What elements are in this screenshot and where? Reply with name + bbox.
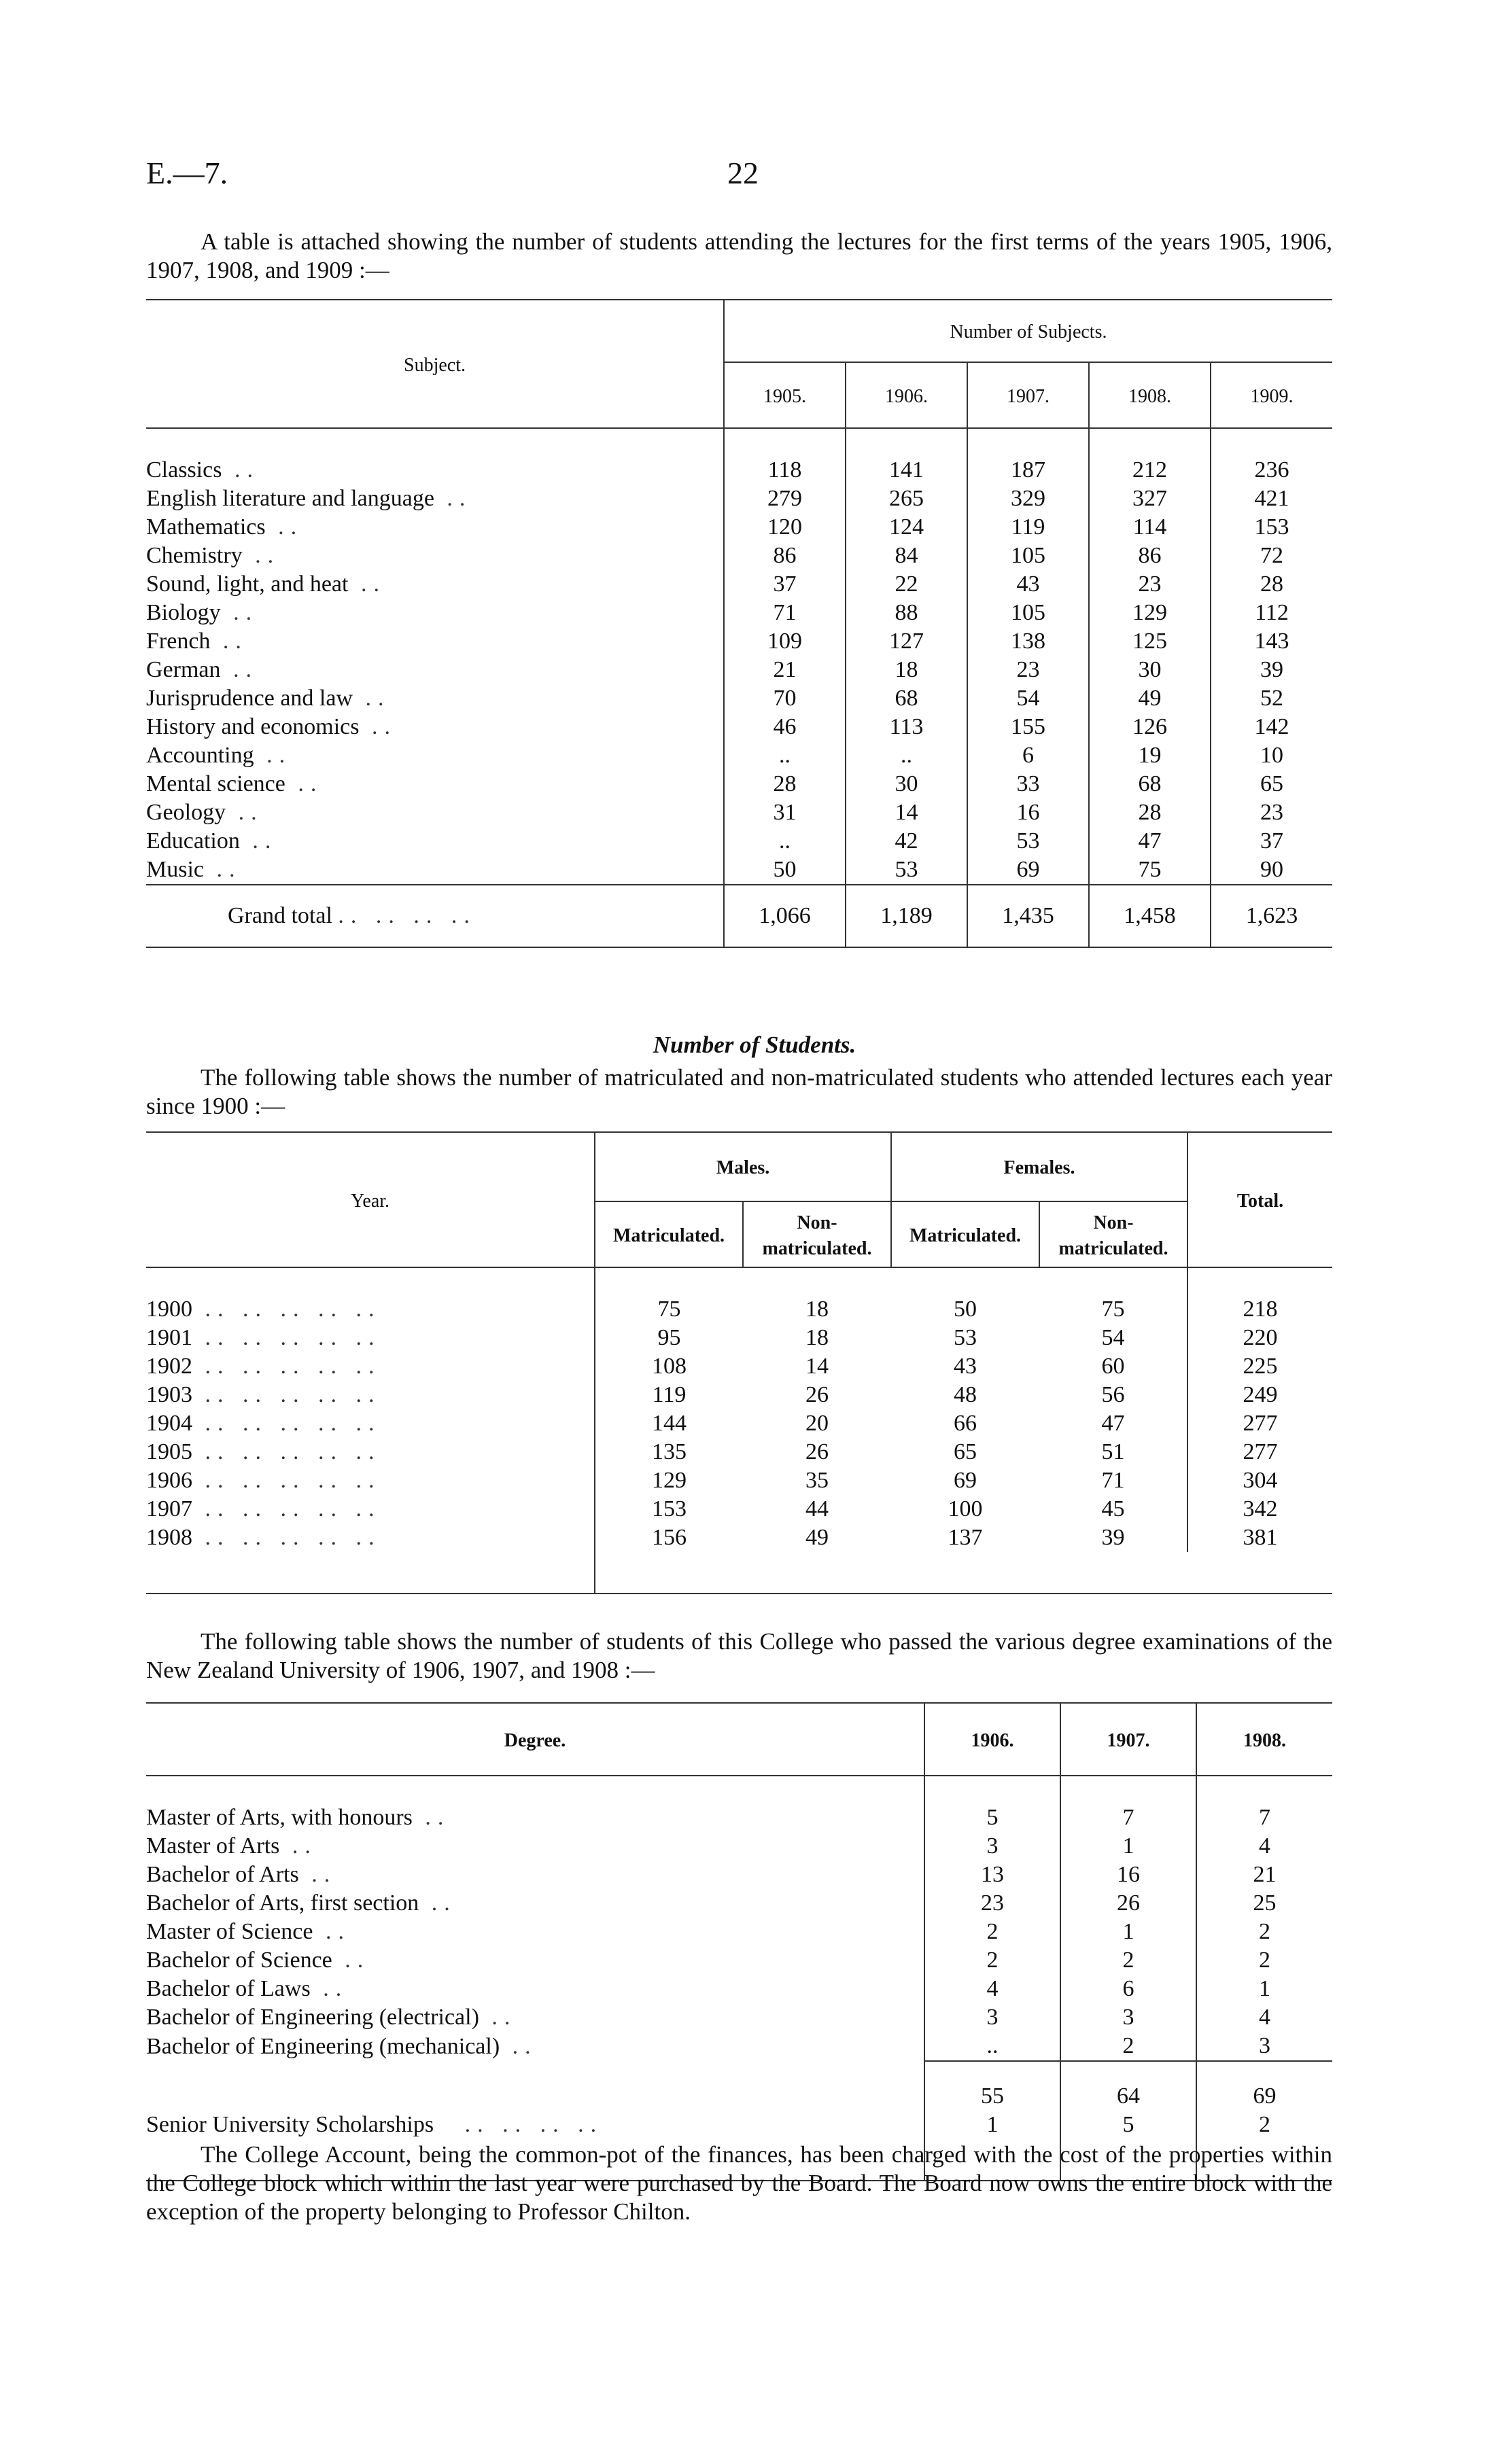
subject-row xyxy=(146,770,1332,798)
student-count-cell: 14 xyxy=(805,1354,829,1379)
count-cell: 114 xyxy=(1089,513,1211,542)
count-cell: 126 xyxy=(1089,713,1211,741)
student-count-cell: 35 xyxy=(805,1468,829,1493)
count-cell: 236 xyxy=(1211,428,1332,485)
count-cell: 68 xyxy=(1089,770,1211,798)
count-cell: 86 xyxy=(724,542,846,570)
number-of-subjects-header: Number of Subjects. xyxy=(724,300,1332,362)
degree-count-cell: 7 xyxy=(1060,1776,1196,1832)
student-count-cell: 119 xyxy=(595,1381,743,1409)
subject-row xyxy=(146,485,1332,513)
degree-label: Master of Science .. xyxy=(146,1919,351,1944)
student-count-cell: 342 xyxy=(1187,1495,1332,1524)
count-cell: 109 xyxy=(724,627,846,656)
student-count-cell: 18 xyxy=(805,1325,829,1350)
year-label: 1907 .. .. .. .. .. xyxy=(146,1496,381,1521)
females-header: Females. xyxy=(891,1132,1187,1201)
student-count-cell: 66 xyxy=(954,1411,977,1436)
sum-cell: 55 xyxy=(924,2061,1060,2111)
student-count-cell: 144 xyxy=(595,1409,743,1438)
degree-count-cell: 2 xyxy=(924,1918,1060,1946)
degree-sum-row xyxy=(146,2061,1332,2111)
year-header: 1907. xyxy=(967,362,1089,428)
year-label: 1900 .. .. .. .. .. xyxy=(146,1297,381,1322)
year-header: 1907. xyxy=(1060,1703,1196,1776)
degree-count-cell: 4 xyxy=(1196,1832,1332,1861)
count-cell: 65 xyxy=(1211,770,1332,798)
student-count-cell: 218 xyxy=(1187,1267,1332,1324)
sum-cell: 69 xyxy=(1196,2061,1332,2111)
student-count-cell: 54 xyxy=(1101,1325,1125,1350)
count-cell: 54 xyxy=(967,684,1089,713)
subject-label: Biology .. xyxy=(146,600,259,625)
count-cell: 155 xyxy=(967,713,1089,741)
count-cell: 124 xyxy=(846,513,967,542)
degree-count-cell: 3 xyxy=(1196,2032,1332,2061)
subject-label: Accounting .. xyxy=(146,743,292,768)
degree-count-cell: 3 xyxy=(1060,2003,1196,2032)
count-cell: 19 xyxy=(1089,741,1211,770)
count-cell: 187 xyxy=(967,428,1089,485)
count-cell: 33 xyxy=(967,770,1089,798)
year-row xyxy=(146,1267,1332,1324)
degree-count-cell: 13 xyxy=(924,1861,1060,1889)
count-cell: 46 xyxy=(724,713,846,741)
year-row xyxy=(146,1438,1332,1466)
total-header: Total. xyxy=(1187,1132,1332,1267)
student-count-cell: 95 xyxy=(595,1324,743,1352)
student-count-cell: 47 xyxy=(1101,1411,1125,1436)
students-table xyxy=(146,1131,1332,1594)
count-cell: 86 xyxy=(1089,542,1211,570)
count-cell: 49 xyxy=(1089,684,1211,713)
student-count-cell: 249 xyxy=(1187,1381,1332,1409)
student-count-cell: 75 xyxy=(1101,1297,1125,1322)
degree-row xyxy=(146,1832,1332,1861)
year-label: 1908 .. .. .. .. .. xyxy=(146,1525,381,1550)
degrees-table xyxy=(146,1702,1332,2181)
subject-row xyxy=(146,542,1332,570)
year-label: 1905 .. .. .. .. .. xyxy=(146,1439,381,1464)
year-header: 1906. xyxy=(924,1703,1060,1776)
count-cell: 22 xyxy=(846,570,967,599)
degree-count-cell: 1 xyxy=(1060,1918,1196,1946)
subject-row xyxy=(146,827,1332,856)
count-cell: 125 xyxy=(1089,627,1211,656)
scholarships-cell: 1 xyxy=(924,2111,1060,2139)
student-count-cell: 225 xyxy=(1187,1352,1332,1381)
subject-row xyxy=(146,798,1332,827)
count-cell: .. xyxy=(846,741,967,770)
count-cell: 28 xyxy=(1211,570,1332,599)
degree-row xyxy=(146,1889,1332,1918)
degree-label: Master of Arts .. xyxy=(146,1833,317,1859)
subject-label: English literature and language .. xyxy=(146,486,472,511)
subject-label: History and economics .. xyxy=(146,714,397,739)
degree-label: Bachelor of Engineering (mechanical) .. xyxy=(146,2033,538,2059)
subject-row xyxy=(146,428,1332,485)
females-nonmatriculated-header: Non-matriculated. xyxy=(1039,1201,1187,1267)
count-cell: 10 xyxy=(1211,741,1332,770)
student-count-cell: 45 xyxy=(1101,1496,1125,1521)
grand-total-label: Grand total .. .. .. .. xyxy=(146,885,724,947)
student-count-cell: 108 xyxy=(595,1352,743,1381)
subject-row xyxy=(146,627,1332,656)
count-cell: 47 xyxy=(1089,827,1211,856)
year-label: 1902 .. .. .. .. .. xyxy=(146,1354,381,1379)
year-row xyxy=(146,1352,1332,1381)
subject-header: Subject. xyxy=(146,300,724,428)
student-count-cell: 48 xyxy=(954,1382,977,1407)
year-row xyxy=(146,1495,1332,1524)
degree-count-cell: 4 xyxy=(1196,2003,1332,2032)
subject-label: German .. xyxy=(146,657,259,682)
males-nonmatriculated-header: Non-matriculated. xyxy=(743,1201,891,1267)
count-cell: 90 xyxy=(1211,856,1332,885)
count-cell: 42 xyxy=(846,827,967,856)
closing-text: The College Account, being the common-pot of the finances, has been charged with the cost of the properties within the College block which within the last year were purchased by the Board. The Board now owns the entire block with the exception of the property belonging to Professor Chilton. xyxy=(146,2141,1332,2225)
count-cell: 120 xyxy=(724,513,846,542)
year-label: 1903 .. .. .. .. .. xyxy=(146,1382,381,1407)
intro-paragraph xyxy=(146,228,1332,285)
student-count-cell: 44 xyxy=(805,1496,829,1521)
degree-count-cell: 3 xyxy=(924,2003,1060,2032)
degree-header: Degree. xyxy=(146,1703,924,1776)
count-cell: 53 xyxy=(846,856,967,885)
subject-label: Chemistry .. xyxy=(146,543,281,568)
count-cell: 75 xyxy=(1089,856,1211,885)
count-cell: 327 xyxy=(1089,485,1211,513)
count-cell: 37 xyxy=(1211,827,1332,856)
degree-label: Bachelor of Arts .. xyxy=(146,1862,337,1887)
count-cell: 72 xyxy=(1211,542,1332,570)
count-cell: 127 xyxy=(846,627,967,656)
degree-count-cell: 26 xyxy=(1060,1889,1196,1918)
student-count-cell: 20 xyxy=(805,1411,829,1436)
student-count-cell: 100 xyxy=(948,1496,983,1521)
degree-label: Bachelor of Engineering (electrical) .. xyxy=(146,2005,517,2030)
students-paragraph xyxy=(146,1063,1332,1121)
student-count-cell: 75 xyxy=(595,1267,743,1324)
subject-row xyxy=(146,570,1332,599)
count-cell: 37 xyxy=(724,570,846,599)
student-count-cell: 69 xyxy=(954,1468,977,1493)
student-count-cell: 18 xyxy=(805,1297,829,1322)
count-cell: 69 xyxy=(967,856,1089,885)
grand-total-row xyxy=(146,885,1332,947)
subject-row xyxy=(146,741,1332,770)
grand-total-cell: 1,458 xyxy=(1089,885,1211,947)
count-cell: 28 xyxy=(724,770,846,798)
grand-total-cell: 1,435 xyxy=(967,885,1089,947)
degree-row xyxy=(146,1776,1332,1832)
degree-count-cell: 23 xyxy=(924,1889,1060,1918)
count-cell: 119 xyxy=(967,513,1089,542)
subject-label: Music .. xyxy=(146,857,242,882)
count-cell: 50 xyxy=(724,856,846,885)
student-count-cell: 53 xyxy=(954,1325,977,1350)
student-count-cell: 43 xyxy=(954,1354,977,1379)
count-cell: 14 xyxy=(846,798,967,827)
year-header: 1908. xyxy=(1089,362,1211,428)
count-cell: .. xyxy=(724,827,846,856)
degree-row xyxy=(146,2003,1332,2032)
student-count-cell: 137 xyxy=(948,1525,983,1550)
count-cell: 141 xyxy=(846,428,967,485)
year-label: 1904 .. .. .. .. .. xyxy=(146,1411,381,1436)
year-row xyxy=(146,1524,1332,1552)
student-count-cell: 129 xyxy=(595,1466,743,1495)
year-header: 1908. xyxy=(1196,1703,1332,1776)
degree-count-cell: 2 xyxy=(1196,1918,1332,1946)
count-cell: 265 xyxy=(846,485,967,513)
count-cell: 153 xyxy=(1211,513,1332,542)
count-cell: 21 xyxy=(724,656,846,684)
subject-label: Jurisprudence and law .. xyxy=(146,686,391,711)
page-number: 22 xyxy=(727,156,759,190)
year-row xyxy=(146,1409,1332,1438)
student-count-cell: 51 xyxy=(1101,1439,1125,1464)
count-cell: 53 xyxy=(967,827,1089,856)
degree-row xyxy=(146,1946,1332,1975)
year-row xyxy=(146,1324,1332,1352)
subject-row xyxy=(146,656,1332,684)
degree-count-cell: 4 xyxy=(924,1975,1060,2003)
degree-row xyxy=(146,1918,1332,1946)
degree-count-cell: 6 xyxy=(1060,1975,1196,2003)
count-cell: 143 xyxy=(1211,627,1332,656)
degree-row xyxy=(146,1861,1332,1889)
year-label: 1906 .. .. .. .. .. xyxy=(146,1468,381,1493)
student-count-cell: 156 xyxy=(595,1524,743,1552)
count-cell: 329 xyxy=(967,485,1089,513)
subject-row xyxy=(146,599,1332,627)
count-cell: 68 xyxy=(846,684,967,713)
year-header: 1909. xyxy=(1211,362,1332,428)
student-count-cell: 71 xyxy=(1101,1468,1125,1493)
year-column-header: Year. xyxy=(146,1132,595,1267)
student-count-cell: 50 xyxy=(954,1297,977,1322)
degree-count-cell: 5 xyxy=(924,1776,1060,1832)
scholarships-cell: 2 xyxy=(1196,2111,1332,2139)
scholarships-cell: 5 xyxy=(1060,2111,1196,2139)
subject-label: Classics .. xyxy=(146,457,260,482)
count-cell: 39 xyxy=(1211,656,1332,684)
subject-label: Sound, light, and heat .. xyxy=(146,571,386,597)
degree-count-cell: 21 xyxy=(1196,1861,1332,1889)
degree-count-cell: 1 xyxy=(1196,1975,1332,2003)
grand-total-cell: 1,623 xyxy=(1211,885,1332,947)
grand-total-cell: 1,066 xyxy=(724,885,846,947)
count-cell: 52 xyxy=(1211,684,1332,713)
count-cell: 105 xyxy=(967,542,1089,570)
count-cell: 16 xyxy=(967,798,1089,827)
degree-row xyxy=(146,1975,1332,2003)
count-cell: 105 xyxy=(967,599,1089,627)
count-cell: 30 xyxy=(846,770,967,798)
degree-label: Master of Arts, with honours .. xyxy=(146,1805,451,1830)
degrees-paragraph xyxy=(146,1627,1332,1685)
count-cell: 84 xyxy=(846,542,967,570)
count-cell: 6 xyxy=(967,741,1089,770)
degree-label: Bachelor of Arts, first section .. xyxy=(146,1890,457,1916)
student-count-cell: 56 xyxy=(1101,1382,1125,1407)
count-cell: 31 xyxy=(724,798,846,827)
degree-label: Bachelor of Science .. xyxy=(146,1948,370,1973)
count-cell: 28 xyxy=(1089,798,1211,827)
students-text: The following table shows the number of matriculated and non-matriculated students who attended lectures each year since 1900 :— xyxy=(146,1064,1332,1119)
count-cell: 212 xyxy=(1089,428,1211,485)
degree-count-cell: 2 xyxy=(1060,1946,1196,1975)
degree-count-cell: 25 xyxy=(1196,1889,1332,1918)
year-row xyxy=(146,1466,1332,1495)
year-label: 1901 .. .. .. .. .. xyxy=(146,1325,381,1350)
count-cell: 30 xyxy=(1089,656,1211,684)
subject-label: Education .. xyxy=(146,828,278,853)
count-cell: 138 xyxy=(967,627,1089,656)
year-header: 1906. xyxy=(846,362,967,428)
count-cell: 23 xyxy=(1211,798,1332,827)
subject-label: Mental science .. xyxy=(146,771,324,796)
student-count-cell: 26 xyxy=(805,1439,829,1464)
scholarships-label: Senior University Scholarships .. .. .. .. xyxy=(146,2112,604,2137)
females-matriculated-header: Matriculated. xyxy=(891,1201,1039,1267)
count-cell: 18 xyxy=(846,656,967,684)
scholarships-row xyxy=(146,2111,1332,2139)
count-cell: 23 xyxy=(1089,570,1211,599)
report-reference: E.—7. xyxy=(146,156,228,190)
student-count-cell: 65 xyxy=(954,1439,977,1464)
degree-count-cell: 2 xyxy=(1196,1946,1332,1975)
count-cell: 118 xyxy=(724,428,846,485)
student-count-cell: 277 xyxy=(1187,1438,1332,1466)
student-count-cell: 135 xyxy=(595,1438,743,1466)
count-cell: 70 xyxy=(724,684,846,713)
closing-paragraph xyxy=(146,2141,1332,2226)
count-cell: 421 xyxy=(1211,485,1332,513)
student-count-cell: 60 xyxy=(1101,1354,1125,1379)
subject-label: Geology .. xyxy=(146,800,264,825)
student-count-cell: 304 xyxy=(1187,1466,1332,1495)
subject-row xyxy=(146,856,1332,885)
degree-count-cell: 2 xyxy=(924,1946,1060,1975)
student-count-cell: 153 xyxy=(595,1495,743,1524)
degree-count-cell: 16 xyxy=(1060,1861,1196,1889)
count-cell: 279 xyxy=(724,485,846,513)
grand-total-cell: 1,189 xyxy=(846,885,967,947)
count-cell: 71 xyxy=(724,599,846,627)
subject-row xyxy=(146,713,1332,741)
degree-count-cell: 1 xyxy=(1060,1832,1196,1861)
student-count-cell: 277 xyxy=(1187,1409,1332,1438)
count-cell: .. xyxy=(724,741,846,770)
degree-count-cell: 3 xyxy=(924,1832,1060,1861)
subjects-table xyxy=(146,299,1332,948)
degree-count-cell: 7 xyxy=(1196,1776,1332,1832)
subject-row xyxy=(146,684,1332,713)
students-section-title: Number of Students. xyxy=(653,1032,856,1058)
subject-label: Mathematics .. xyxy=(146,514,304,540)
degree-label: Bachelor of Laws .. xyxy=(146,1976,349,2001)
count-cell: 43 xyxy=(967,570,1089,599)
degree-count-cell: .. xyxy=(924,2032,1060,2061)
degree-count-cell: 2 xyxy=(1060,2032,1196,2061)
year-header: 1905. xyxy=(724,362,846,428)
subject-row xyxy=(146,513,1332,542)
count-cell: 129 xyxy=(1089,599,1211,627)
degrees-text: The following table shows the number of students of this College who passed the various degree examinations of the New Zealand University of 1906, 1907, and 1908 :— xyxy=(146,1628,1332,1683)
intro-text: A table is attached showing the number of students attending the lectures for the first terms of the years 1905, 1906, 1907, 1908, and 1909 :— xyxy=(146,228,1332,283)
count-cell: 112 xyxy=(1211,599,1332,627)
student-count-cell: 49 xyxy=(805,1525,829,1550)
degree-row xyxy=(146,2032,1332,2061)
count-cell: 113 xyxy=(846,713,967,741)
student-count-cell: 220 xyxy=(1187,1324,1332,1352)
sum-cell: 64 xyxy=(1060,2061,1196,2111)
student-count-cell: 26 xyxy=(805,1382,829,1407)
count-cell: 88 xyxy=(846,599,967,627)
count-cell: 142 xyxy=(1211,713,1332,741)
student-count-cell: 381 xyxy=(1187,1524,1332,1552)
subject-label: French .. xyxy=(146,629,248,654)
student-count-cell: 39 xyxy=(1101,1525,1125,1550)
males-matriculated-header: Matriculated. xyxy=(595,1201,743,1267)
year-row xyxy=(146,1381,1332,1409)
count-cell: 23 xyxy=(967,656,1089,684)
males-header: Males. xyxy=(595,1132,891,1201)
